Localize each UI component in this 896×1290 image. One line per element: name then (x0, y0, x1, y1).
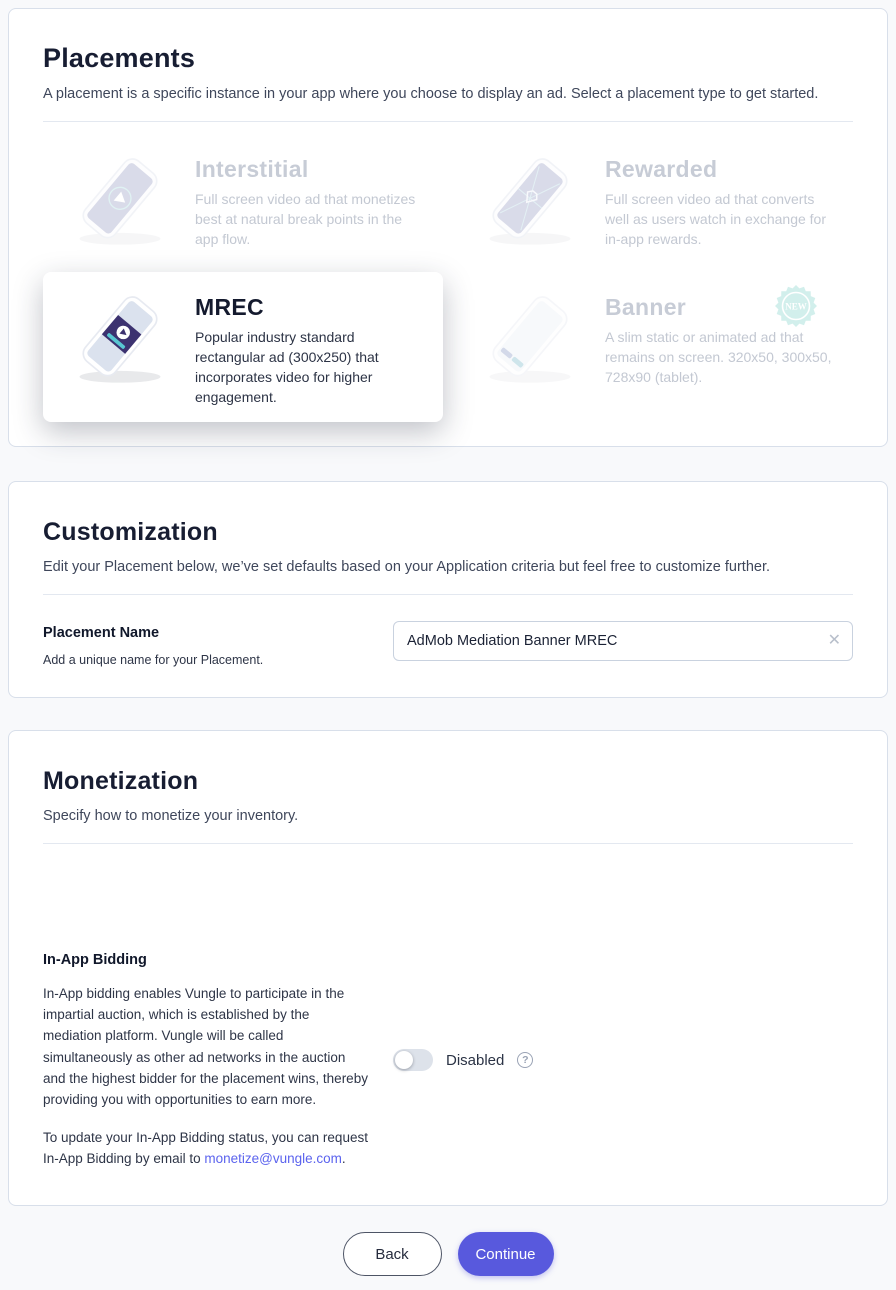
interstitial-phone-icon (61, 148, 179, 252)
placement-name-input-wrap (393, 621, 853, 667)
monetization-title: Monetization (43, 766, 199, 795)
customization-subtitle: Edit your Placement below, we’ve set defaults based on your Application criteria but feel free to customize further. (43, 558, 771, 575)
placement-option-mrec[interactable] (43, 272, 443, 422)
monetization-divider (43, 843, 853, 844)
note-prefix: To update your In-App Bidding status, you can request In-App Bidding by email to (43, 1129, 368, 1166)
placement-name-labels (43, 621, 393, 667)
placement-option-banner[interactable] (453, 272, 853, 422)
in-app-bidding-row (43, 952, 853, 1206)
customization-card (8, 481, 888, 698)
in-app-bidding-note (43, 1127, 369, 1170)
interstitial-text (195, 148, 425, 250)
note-suffix: . (341, 1150, 346, 1166)
mrec-description: Popular industry standard rectangular ad (300x250) that incorporates video for higher engagement. (195, 329, 379, 405)
help-icon[interactable]: ? (517, 1052, 533, 1068)
mrec-title: MREC (195, 294, 264, 321)
mrec-text (195, 286, 425, 408)
placements-card (8, 8, 888, 447)
in-app-bidding-status: Disabled (446, 1051, 505, 1069)
placements-subtitle: A placement is a specific instance in your app where you choose to display an ad. Select a placement type to get started. (43, 86, 819, 102)
in-app-bidding-text (43, 952, 393, 1170)
back-button[interactable]: Back (343, 1232, 442, 1276)
monetize-email-link[interactable]: monetize@vungle.com (204, 1150, 342, 1166)
footer-actions (0, 1206, 896, 1290)
rewarded-description: Full screen video ad that converts well as users watch in exchange for in-app rewards. (605, 191, 826, 247)
placements-title: Placements (43, 43, 196, 73)
clear-input-icon[interactable]: ✕ (827, 631, 841, 649)
placement-name-label: Placement Name (43, 624, 160, 641)
svg-text:NEW: NEW (785, 301, 807, 312)
placement-name-row (43, 595, 853, 697)
in-app-bidding-label: In-App Bidding (43, 951, 147, 968)
new-badge (773, 284, 819, 330)
continue-button[interactable]: Continue (458, 1232, 554, 1276)
customization-title: Customization (43, 517, 218, 546)
placement-options-grid (43, 122, 853, 446)
mrec-phone-icon (61, 286, 179, 390)
banner-phone-icon (471, 286, 589, 390)
in-app-bidding-toggle[interactable] (393, 1049, 433, 1071)
rewarded-title: Rewarded (605, 156, 718, 183)
in-app-bidding-description: In-App bidding enables Vungle to participate in the impartial auction, which is established by the mediation platform. Vungle will be called simultaneously as other ad networks in the auction and the highest bidder for the placement wins, thereby providing you with opportunities to earn more. (43, 985, 368, 1108)
interstitial-title: Interstitial (195, 156, 309, 183)
rewarded-text (605, 148, 835, 250)
placement-name-input[interactable] (393, 621, 853, 661)
banner-description: A slim static or animated ad that remains on screen. 320x50, 300x50, 728x90 (tablet). (605, 329, 832, 385)
in-app-bidding-controls (393, 952, 533, 1170)
banner-title: Banner (605, 294, 687, 321)
monetization-subtitle: Specify how to monetize your inventory. (43, 807, 299, 824)
rewarded-phone-icon (471, 148, 589, 252)
interstitial-description: Full screen video ad that monetizes best at natural break points in the app flow. (195, 191, 416, 247)
placement-option-interstitial[interactable] (43, 134, 443, 268)
placement-name-help: Add a unique name for your Placement. (43, 652, 264, 667)
monetization-card (8, 730, 888, 1207)
placement-option-rewarded[interactable] (453, 134, 853, 268)
toggle-knob (395, 1051, 413, 1069)
